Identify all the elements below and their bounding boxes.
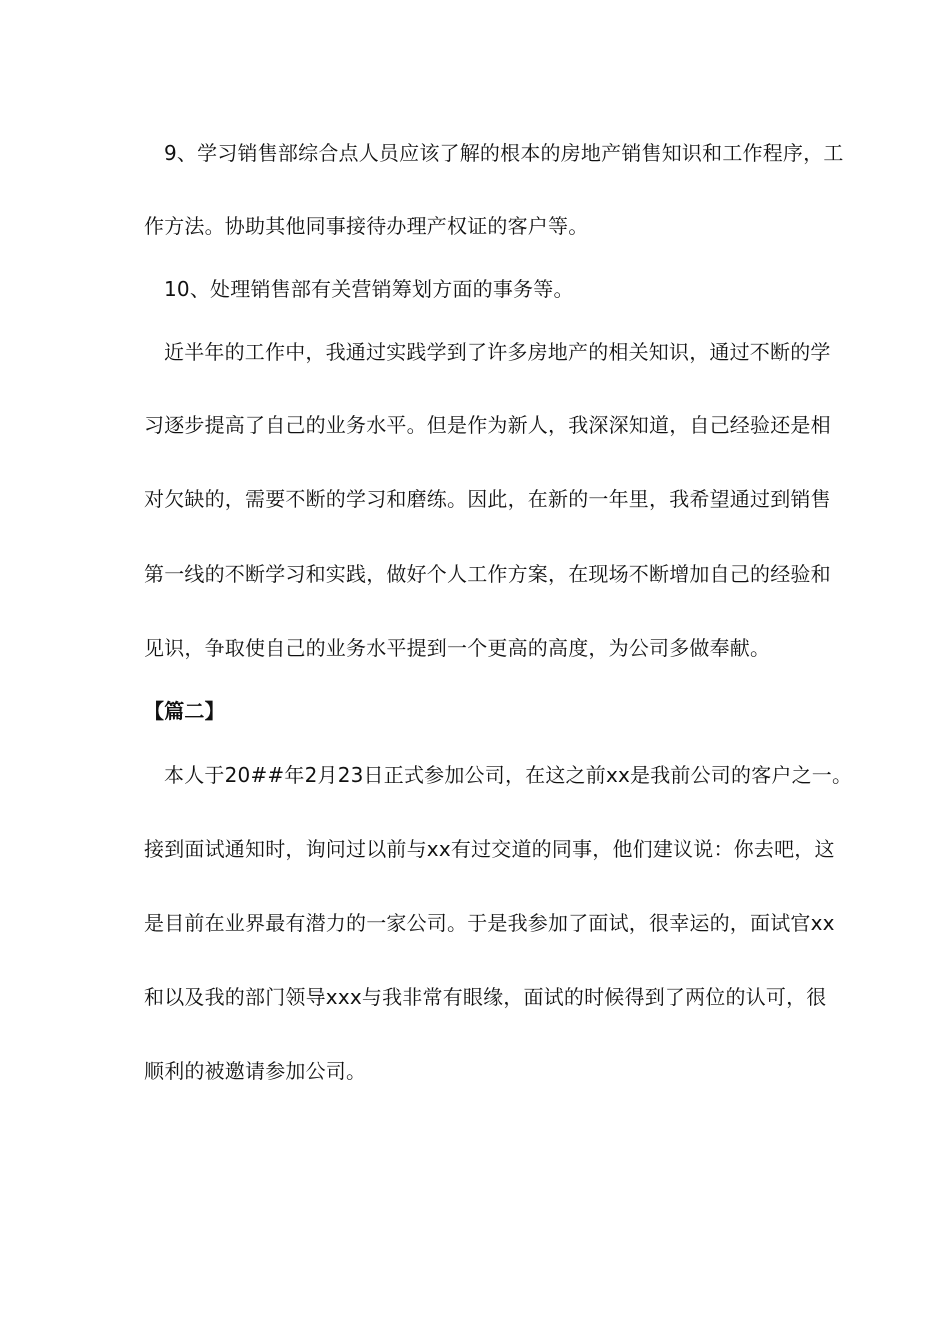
part-two-paragraph-line-4: 和以及我的部门领导xxx与我非常有眼缘，面试的时候得到了两位的认可，很 xyxy=(144,985,827,1009)
summary-paragraph-line-4: 第一线的不断学习和实践，做好个人工作方案，在现场不断增加自己的经验和 xyxy=(144,562,831,586)
paragraph-9-line-2: 作方法。协助其他同事接待办理产权证的客户等。 xyxy=(144,214,589,238)
section-heading-part-two: 【篇二】 xyxy=(144,699,225,723)
summary-paragraph-line-2: 习逐步提高了自己的业务水平。但是作为新人，我深深知道，自己经验还是相 xyxy=(144,413,831,437)
part-two-paragraph-line-3: 是目前在业界最有潜力的一家公司。于是我参加了面试，很幸运的，面试官xx xyxy=(144,911,835,935)
part-two-paragraph-line-1: 本人于20##年2月23日正式参加公司，在这之前xx是我前公司的客户之一。 xyxy=(164,763,853,787)
summary-paragraph-line-1: 近半年的工作中，我通过实践学到了许多房地产的相关知识，通过不断的学 xyxy=(164,340,831,364)
summary-paragraph-line-3: 对欠缺的，需要不断的学习和磨练。因此，在新的一年里，我希望通过到销售 xyxy=(144,487,831,511)
part-two-paragraph-line-5: 顺利的被邀请参加公司。 xyxy=(144,1059,367,1083)
paragraph-9-line-1: 9、学习销售部综合点人员应该了解的根本的房地产销售知识和工作程序，工 xyxy=(164,141,844,165)
summary-paragraph-line-5: 见识，争取使自己的业务水平提到一个更高的高度，为公司多做奉献。 xyxy=(144,636,771,660)
paragraph-10-line-1: 10、处理销售部有关营销筹划方面的事务等。 xyxy=(164,277,574,301)
part-two-paragraph-line-2: 接到面试通知时，询问过以前与xx有过交道的同事，他们建议说：你去吧，这 xyxy=(144,837,835,861)
